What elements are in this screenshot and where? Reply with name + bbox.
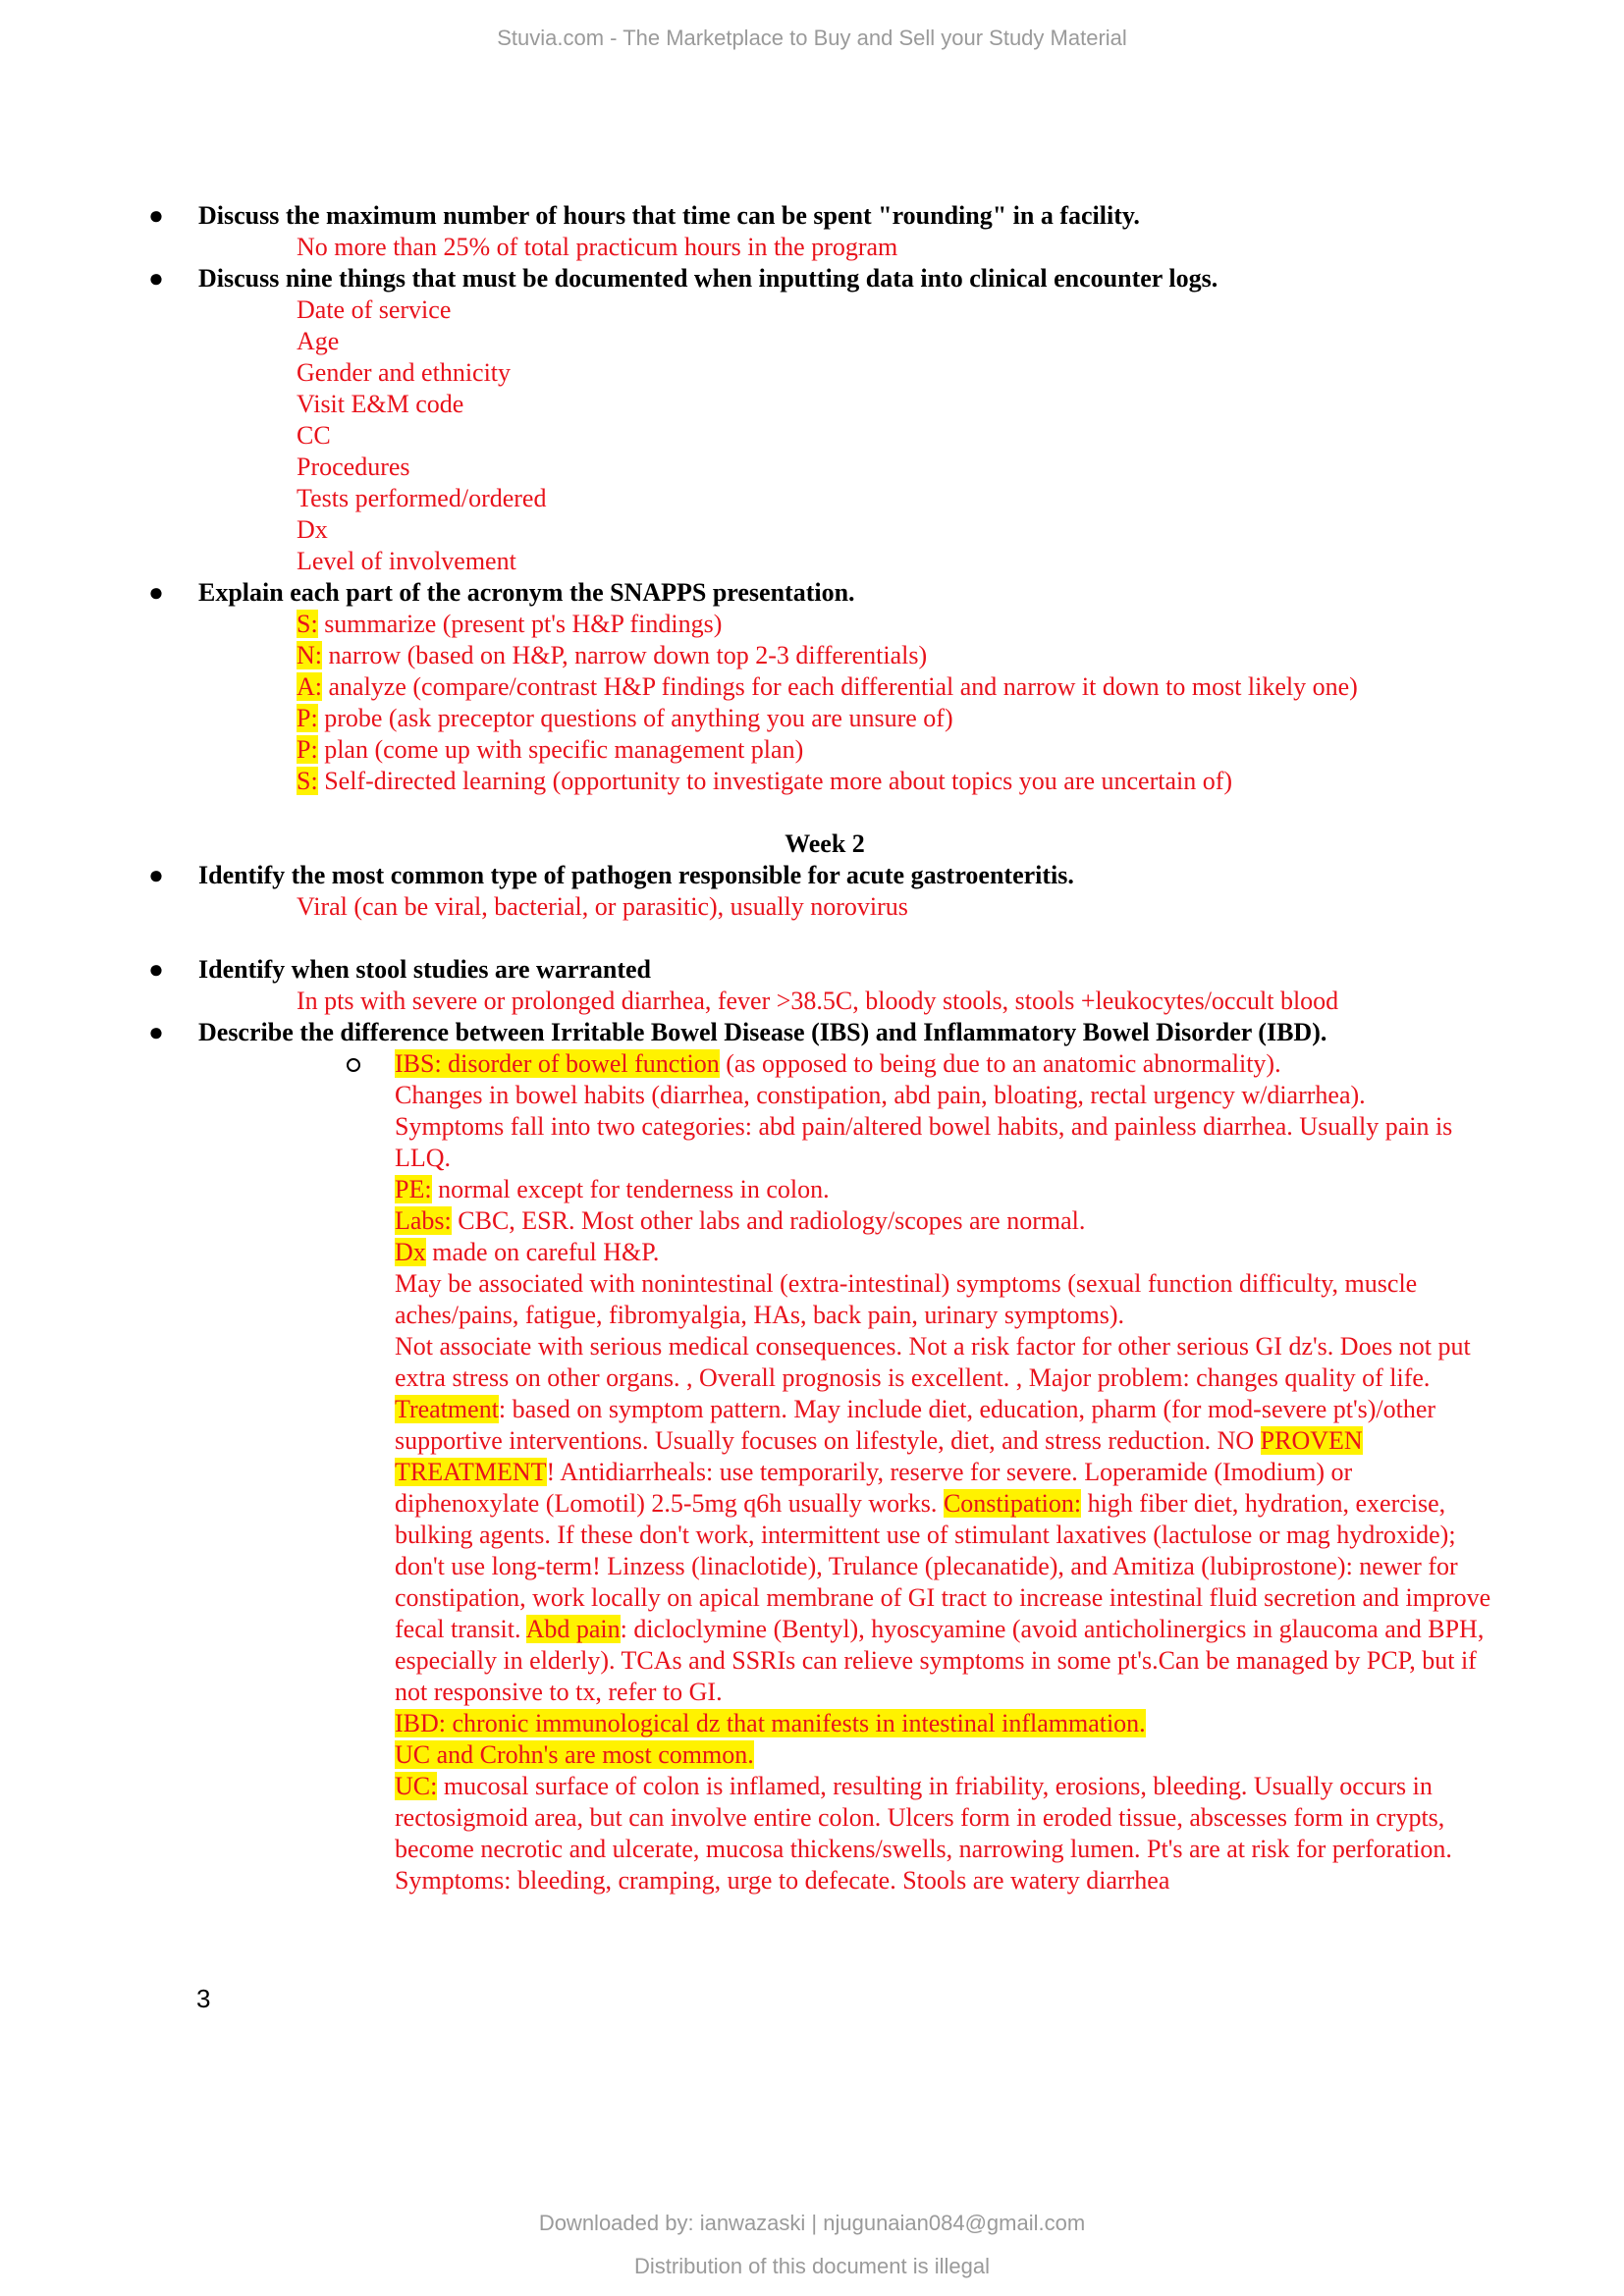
answer-list-item: Gender and ethnicity	[297, 358, 512, 387]
ibs-bowel-habits: Changes in bowel habits (diarrhea, constipation, abd pain, bloating, rectal urgency w/diarrhea).	[395, 1081, 1366, 1109]
ibs-pe-line	[395, 1174, 1502, 1205]
snapps-item	[147, 640, 1502, 671]
snapps-text: summarize (present pt's H&P findings)	[317, 610, 723, 638]
uc-label: UC:	[395, 1772, 438, 1800]
snapps-label: A:	[297, 672, 322, 701]
ibs-title-rest: (as opposed to being due to an anatomic abnormality).	[719, 1049, 1281, 1078]
snapps-text: Self-directed learning (opportunity to investigate more about topics you are uncertain of)	[317, 767, 1233, 795]
page-content	[147, 200, 1502, 1896]
ibs-ibd-answer-block	[147, 1048, 1502, 1896]
labs-text: CBC, ESR. Most other labs and radiology/scopes are normal.	[451, 1206, 1086, 1235]
bullet-icon: ●	[148, 1018, 164, 1046]
snapps-item	[147, 766, 1502, 797]
treatment-text-1: : based on symptom pattern. May include diet, education, pharm (for mod-severe pt's)/other supportive interventions. Usually focuses on lifestyle, diet, and stress reduction. NO	[395, 1395, 1436, 1455]
ibd-definition: IBD: chronic immunological dz that manifests in intestinal inflammation.	[395, 1709, 1146, 1737]
snapps-label: P:	[297, 704, 318, 732]
ibs-dx-line	[395, 1237, 1502, 1268]
page-number: 3	[196, 1984, 211, 2013]
proven-treatment-label: PROVEN TREATMENT	[395, 1426, 1363, 1486]
answer-text: Viral (can be viral, bacterial, or parasitic), usually norovirus	[297, 892, 908, 921]
question-text: Identify the most common type of pathogen responsible for acute gastroenteritis.	[198, 861, 1074, 889]
snapps-label: N:	[297, 641, 322, 669]
bullet-icon: ●	[148, 264, 164, 293]
page-header: Stuvia.com - The Marketplace to Buy and Sell your Study Material	[497, 26, 1127, 50]
constipation-label: Constipation:	[943, 1489, 1082, 1518]
abd-pain-label: Abd pain	[525, 1615, 621, 1643]
labs-label: Labs:	[395, 1206, 452, 1235]
bullet-icon: ●	[148, 578, 164, 607]
footer-distribution-notice: Distribution of this document is illegal	[634, 2254, 990, 2278]
pe-text: normal except for tenderness in colon.	[431, 1175, 830, 1203]
snapps-item	[147, 734, 1502, 766]
dx-label: Dx	[395, 1238, 426, 1266]
ibd-common: UC and Crohn's are most common.	[395, 1740, 754, 1769]
answer-list-item: Level of involvement	[297, 547, 516, 575]
circle-bullet-icon	[347, 1058, 360, 1072]
answer-list-item: Procedures	[297, 453, 410, 481]
question-encounter-logs	[147, 263, 1502, 294]
question-text: Describe the difference between Irritable Bowel Disease (IBS) and Inflammatory Bowel Disorder (IBD).	[198, 1018, 1327, 1046]
snapps-text: probe (ask preceptor questions of anything you are unsure of)	[317, 704, 953, 732]
spacer	[147, 797, 1502, 828]
question-ibs-ibd	[147, 1017, 1502, 1048]
answer-list-item: Age	[297, 327, 340, 355]
answer-list-item: Visit E&M code	[297, 390, 464, 418]
footer-downloaded-by: Downloaded by: ianwazaski | njugunaian084@gmail.com	[538, 2211, 1086, 2235]
snapps-text: narrow (based on H&P, narrow down top 2-3 differentials)	[322, 641, 928, 669]
snapps-label: P:	[297, 735, 318, 764]
bullet-icon: ●	[148, 861, 164, 889]
ibs-associated-symptoms: May be associated with nonintestinal (extra-intestinal) symptoms (sexual function difficulty, muscle aches/pains, fatigue, fibromyalgia, HAs, back pain, urinary symptoms).	[395, 1269, 1418, 1329]
snapps-text: plan (come up with specific management plan)	[317, 735, 804, 764]
snapps-item	[147, 703, 1502, 734]
question-text: Identify when stool studies are warranted	[198, 955, 652, 984]
bullet-icon: ●	[148, 201, 164, 230]
question-gastroenteritis	[147, 860, 1502, 891]
snapps-text: analyze (compare/contrast H&P findings for each differential and narrow it down to most likely one)	[322, 672, 1358, 701]
treatment-label: Treatment	[395, 1395, 499, 1423]
ibs-title-line	[395, 1048, 1502, 1080]
section-heading-week: Week 2	[785, 829, 865, 858]
spacer	[147, 923, 1502, 954]
answer-list-item: Dx	[297, 515, 328, 544]
answer-list-item: CC	[297, 421, 331, 450]
ibs-symptoms: Symptoms fall into two categories: abd pain/altered bowel habits, and painless diarrhea. Usually pain is LLQ.	[395, 1112, 1453, 1172]
ibd-definition-line	[395, 1708, 1502, 1739]
treatment-text-3: high fiber diet, hydration, exercise, bulking agents. If these don't work, intermittent use of stimulant laxatives (lactulose or mag hydroxide); don't use long-term! Linzess (linaclotide), Trulance (plecanatide), and Amitiza (lubiprostone): newer for constipation, work locally on apical membrane of GI tract to increase intestinal fluid secretion and improve fecal transit.	[395, 1489, 1491, 1643]
ibd-common-line	[395, 1739, 1502, 1771]
question-text: Explain each part of the acronym the SNAPPS presentation.	[198, 578, 855, 607]
question-text: Discuss the maximum number of hours that time can be spent "rounding" in a facility.	[198, 201, 1140, 230]
pe-label: PE:	[395, 1175, 432, 1203]
question-snapps	[147, 577, 1502, 609]
question-stool-studies	[147, 954, 1502, 986]
snapps-label: S:	[297, 610, 318, 638]
uc-paragraph	[395, 1771, 1502, 1896]
answer-text: In pts with severe or prolonged diarrhea, fever >38.5C, bloody stools, stools +leukocytes/occult blood	[297, 987, 1339, 1015]
answer-text: No more than 25% of total practicum hours in the program	[297, 233, 898, 261]
treatment-text-4: : dicloclymine (Bentyl), hyoscyamine (avoid anticholinergics in glaucoma and BPH, especially in elderly). TCAs and SSRIs can relieve symptoms in some pt's.Can be managed by PCP, but if not responsive to tx, refer to GI.	[395, 1615, 1485, 1706]
answer-list-item: Tests performed/ordered	[297, 484, 547, 512]
snapps-item	[147, 671, 1502, 703]
bullet-icon: ●	[148, 955, 164, 984]
ibs-title: IBS: disorder of bowel function	[395, 1049, 720, 1078]
dx-text: made on careful H&P.	[425, 1238, 660, 1266]
snapps-label: S:	[297, 767, 318, 795]
question-rounding-hours	[147, 200, 1502, 232]
ibs-treatment-paragraph	[395, 1394, 1502, 1708]
question-text: Discuss nine things that must be documented when inputting data into clinical encounter logs.	[198, 264, 1218, 293]
uc-text: mucosal surface of colon is inflamed, resulting in friability, erosions, bleeding. Usually occurs in rectosigmoid area, but can involve entire colon. Ulcers form in eroded tissue, abscesses form in crypts, become necrotic and ulcerate, mucosa thickens/swells, narrowing lumen. Pt's are at risk for perforation. Symptoms: bleeding, cramping, urge to defecate. Stools are watery diarrhea	[395, 1772, 1452, 1895]
treatment-text-2: ! Antidiarrheals: use temporarily, reserve for severe. Loperamide (Imodium) or diphenoxylate (Lomotil) 2.5-5mg q6h usually works.	[395, 1458, 1353, 1518]
ibs-labs-line	[395, 1205, 1502, 1237]
ibs-prognosis: Not associate with serious medical consequences. Not a risk factor for other serious GI dz's. Does not put extra stress on other organs. , Overall prognosis is excellent. , Major problem: changes quality of life.	[395, 1332, 1471, 1392]
snapps-item	[147, 609, 1502, 640]
answer-list-item: Date of service	[297, 295, 452, 324]
